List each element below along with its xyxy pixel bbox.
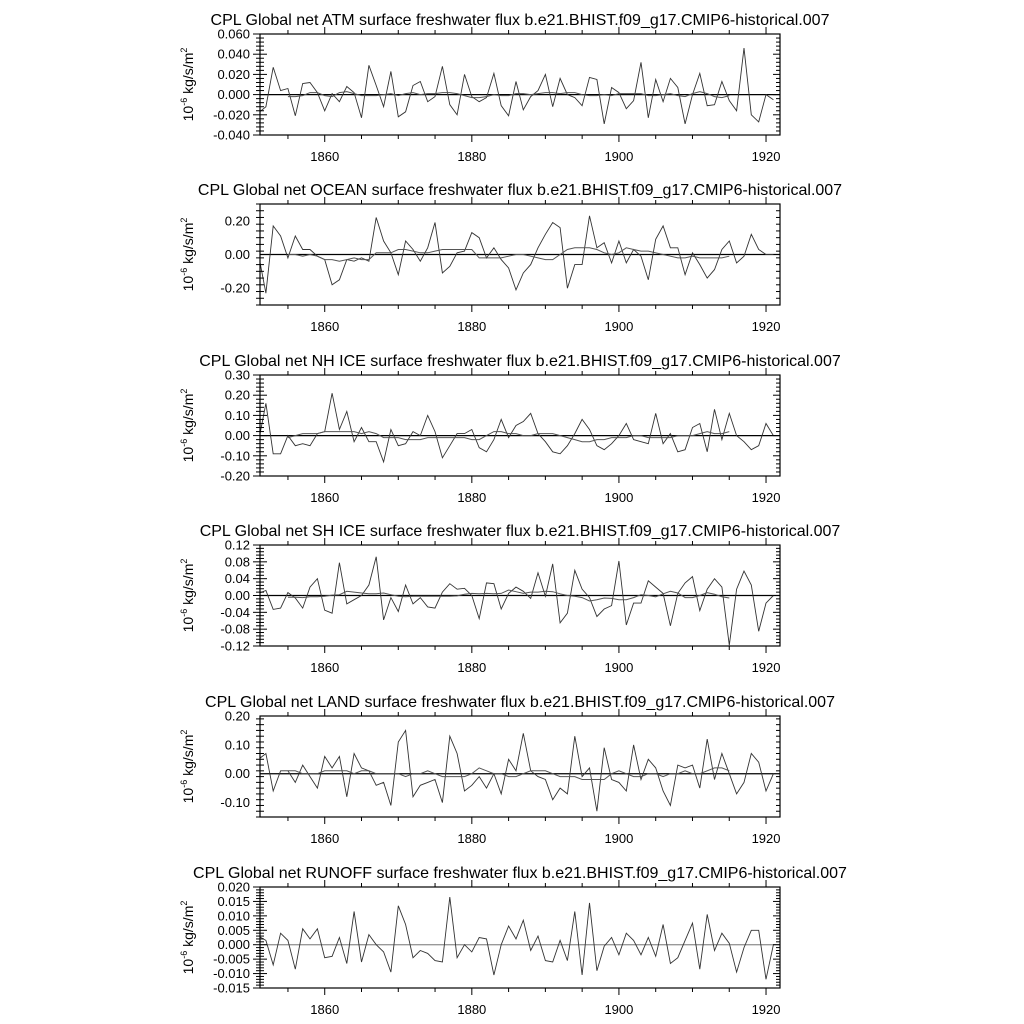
y-axis-label: $10^{-6}$ $kg/s/m^2$: [179, 47, 196, 122]
x-tick-label: 1880: [457, 319, 487, 334]
y-tick-label: 0.020: [217, 879, 250, 895]
y-tick-label: 0.060: [217, 26, 250, 42]
panel-title: CPL Global net RUNOFF surface freshwater flux b.e21.BHIST.f09_g17.CMIP6-historical.007: [193, 865, 847, 882]
x-tick-label: 1880: [457, 660, 487, 675]
x-tick-label: 1860: [310, 149, 340, 164]
y-tick-label: -0.04: [220, 604, 250, 620]
series-line-annual: [259, 557, 774, 645]
y-tick-label: -0.20: [220, 468, 250, 484]
x-tick-label: 1920: [751, 660, 781, 675]
x-tick-label: 1900: [604, 319, 634, 334]
panel-title: CPL Global net SH ICE surface freshwater flux b.e21.BHIST.f09_g17.CMIP6-historical.007: [199, 523, 841, 540]
y-tick-label: -0.010: [213, 966, 250, 982]
series-line-annual: [259, 393, 774, 462]
y-tick-label: 0.30: [224, 367, 250, 383]
y-tick-label: 0.000: [217, 87, 250, 103]
y-tick-label: 0.10: [224, 407, 250, 423]
y-axis-label: $10^{-6}$ $kg/s/m^2$: [179, 558, 196, 633]
panel-1: [179, 182, 842, 334]
x-tick-label: 1880: [457, 149, 487, 164]
panel-4: [179, 694, 835, 846]
x-tick-label: 1900: [604, 660, 634, 675]
y-tick-label: 0.20: [224, 708, 250, 724]
y-axis-label: $10^{-6}$ $kg/s/m^2$: [179, 900, 196, 975]
y-tick-label: 0.20: [224, 387, 250, 403]
x-tick-label: 1880: [457, 490, 487, 505]
y-tick-label: 0.040: [217, 46, 250, 62]
y-tick-label: 0.010: [217, 908, 250, 924]
panel-5: [179, 865, 847, 1017]
plot-frame: [260, 375, 780, 476]
panel-2: [179, 353, 841, 505]
y-tick-label: 0.10: [224, 737, 250, 753]
x-tick-label: 1860: [310, 490, 340, 505]
y-tick-label: -0.08: [220, 621, 250, 637]
x-tick-label: 1920: [751, 149, 781, 164]
y-tick-label: -0.040: [213, 127, 250, 143]
y-tick-label: 0.20: [224, 213, 250, 229]
panel-0: [179, 12, 830, 164]
y-axis-label: $10^{-6}$ $kg/s/m^2$: [179, 388, 196, 463]
x-tick-label: 1920: [751, 490, 781, 505]
plot-frame: [260, 887, 780, 988]
panel-title: CPL Global net OCEAN surface freshwater flux b.e21.BHIST.f09_g17.CMIP6-historical.007: [197, 182, 843, 199]
y-tick-label: -0.005: [213, 951, 250, 967]
x-tick-label: 1920: [751, 831, 781, 846]
panel-title: CPL Global net LAND surface freshwater flux b.e21.BHIST.f09_g17.CMIP6-historical.007: [205, 694, 835, 711]
x-tick-label: 1920: [751, 1002, 781, 1017]
y-tick-label: 0.005: [217, 922, 250, 938]
y-tick-label: -0.20: [220, 280, 250, 296]
x-tick-label: 1860: [310, 319, 340, 334]
y-tick-label: 0.04: [224, 571, 250, 587]
x-tick-label: 1900: [604, 831, 634, 846]
x-tick-label: 1860: [310, 831, 340, 846]
plot-frame: [260, 716, 780, 817]
y-tick-label: 0.015: [217, 893, 250, 909]
panel-title: CPL Global net NH ICE surface freshwater flux b.e21.BHIST.f09_g17.CMIP6-historical.007: [199, 353, 841, 370]
panel-title: CPL Global net ATM surface freshwater flux b.e21.BHIST.f09_g17.CMIP6-historical.007: [210, 12, 830, 29]
y-tick-label: 0.00: [224, 588, 250, 603]
y-tick-label: 0.00: [224, 428, 250, 444]
x-tick-label: 1900: [604, 490, 634, 505]
x-tick-label: 1920: [751, 319, 781, 334]
y-tick-label: -0.020: [213, 107, 250, 123]
y-tick-label: -0.12: [220, 638, 250, 654]
y-axis-label: $10^{-6}$ $kg/s/m^2$: [179, 729, 196, 804]
y-tick-label: 0.00: [224, 766, 250, 782]
x-tick-label: 1860: [310, 1002, 340, 1017]
series-line-annual: [259, 897, 774, 979]
y-tick-label: 0.08: [224, 554, 250, 570]
x-tick-label: 1880: [457, 831, 487, 846]
panel-3: [179, 523, 840, 675]
y-tick-label: 0.12: [224, 537, 250, 553]
y-axis-label: $10^{-6}$ $kg/s/m^2$: [179, 217, 196, 292]
x-tick-label: 1900: [604, 1002, 634, 1017]
y-tick-label: 0.020: [217, 66, 250, 82]
x-tick-label: 1900: [604, 149, 634, 164]
x-tick-label: 1880: [457, 1002, 487, 1017]
y-tick-label: 0.00: [224, 247, 250, 262]
y-tick-label: -0.015: [213, 980, 250, 996]
y-tick-label: 0.000: [217, 937, 250, 953]
y-tick-label: -0.10: [220, 448, 250, 464]
x-tick-label: 1860: [310, 660, 340, 675]
series-line-annual: [259, 48, 774, 124]
y-tick-label: -0.10: [220, 795, 250, 811]
